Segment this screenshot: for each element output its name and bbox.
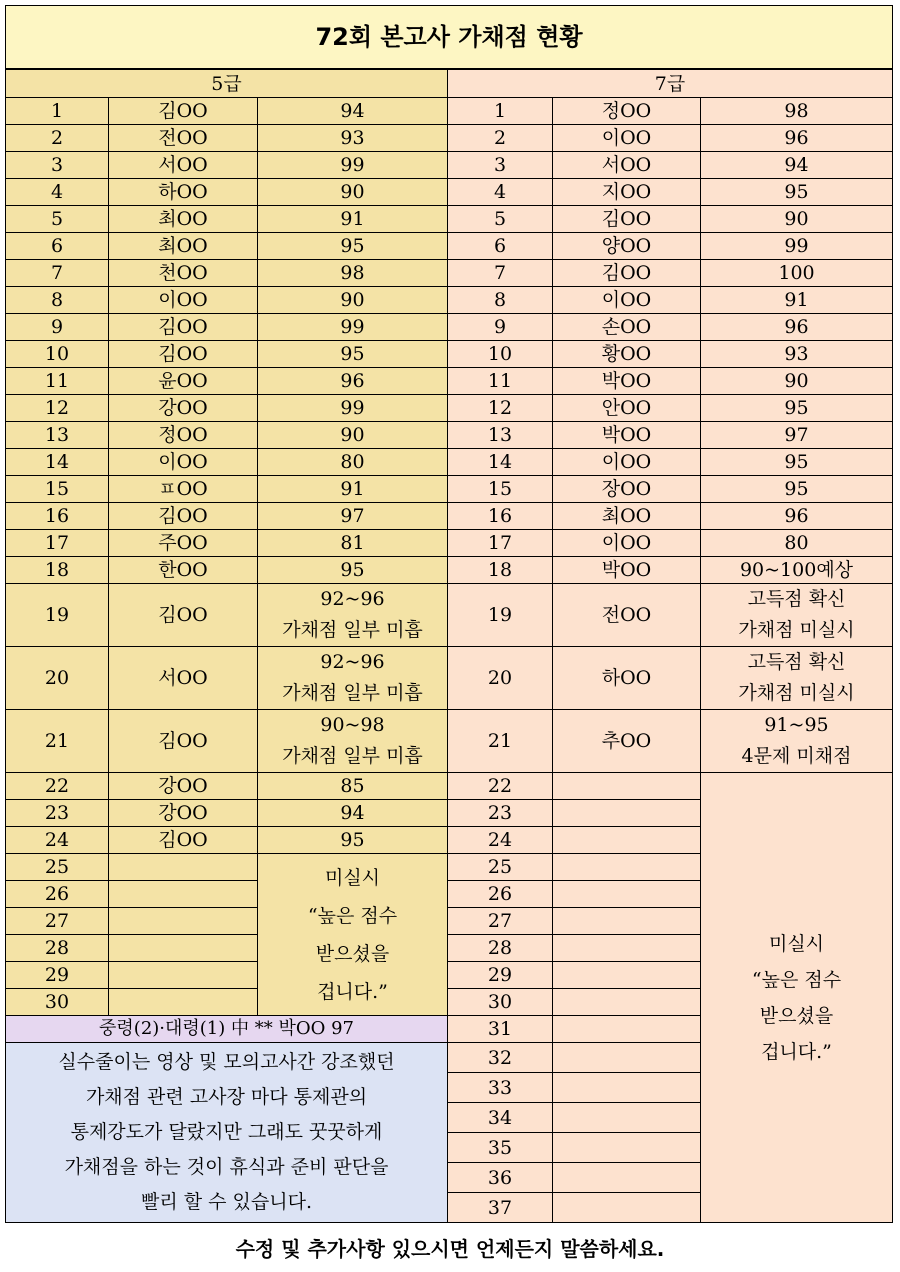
grade5-rank: 24 (6, 827, 109, 854)
grade5-name: 강OO (109, 395, 258, 422)
grade7-rank: 5 (448, 206, 553, 233)
grade5-rank: 2 (6, 125, 109, 152)
grade5-rank: 20 (6, 647, 109, 710)
grade7-name: 이OO (553, 287, 701, 314)
text-line: 미실시 (768, 932, 825, 955)
text-line: 통제강도가 달랐지만 그래도 꿋꿋하게 (70, 1121, 383, 1143)
grade7-score: 95 (701, 179, 893, 206)
grade5-rank: 4 (6, 179, 109, 206)
grade7-rank: 8 (448, 287, 553, 314)
text-line: 겁니다.” (317, 980, 388, 1003)
grade7-name (553, 854, 701, 881)
grade7-name (553, 962, 701, 989)
grade7-name (553, 1163, 701, 1193)
grade7-score: 80 (701, 530, 893, 557)
grade7-rank: 15 (448, 476, 553, 503)
table-row (6, 557, 893, 584)
table-row (6, 476, 893, 503)
grade5-rank: 11 (6, 368, 109, 395)
grade7-rank: 19 (448, 584, 553, 647)
grade5-not-submitted-note (258, 854, 448, 1016)
grade7-name: 이OO (553, 530, 701, 557)
grade7-rank: 24 (448, 827, 553, 854)
table-row (6, 647, 893, 710)
grade5-score: 90 (258, 422, 448, 449)
text-line: 고득점 확신 (747, 651, 846, 673)
grade5-rank: 8 (6, 287, 109, 314)
grade7-rank: 7 (448, 260, 553, 287)
table-row (6, 206, 893, 233)
table-row (6, 449, 893, 476)
grade5-score: 96 (258, 368, 448, 395)
text-line: 실수줄이는 영상 및 모의고사간 강조했던 (58, 1051, 395, 1073)
grade5-rank: 25 (6, 854, 109, 881)
grade5-name: 최OO (109, 206, 258, 233)
text-line: 가채점 관련 고사장 마다 통제관의 (85, 1086, 368, 1108)
grade5-name: 이OO (109, 449, 258, 476)
grade7-rank: 16 (448, 503, 553, 530)
grade5-score-note (258, 584, 448, 647)
grade7-score: 90 (701, 368, 893, 395)
grade5-name: 김OO (109, 710, 258, 773)
grade5-score: 98 (258, 260, 448, 287)
grade7-rank: 18 (448, 557, 553, 584)
grade7-name: 정OO (553, 98, 701, 125)
grade5-score: 99 (258, 395, 448, 422)
grade5-name: 서OO (109, 647, 258, 710)
grade5-name: 김OO (109, 584, 258, 647)
grade7-name: 서OO (553, 152, 701, 179)
grade7-rank: 12 (448, 395, 553, 422)
table-row (6, 422, 893, 449)
grade7-rank: 13 (448, 422, 553, 449)
grade7-rank: 27 (448, 908, 553, 935)
grade5-name: 최OO (109, 233, 258, 260)
grade7-name (553, 1193, 701, 1223)
results-sheet (5, 5, 892, 1223)
grade7-name: 김OO (553, 206, 701, 233)
grade5-name (109, 935, 258, 962)
grade5-score: 85 (258, 773, 448, 800)
text-line: 받으셨을 (759, 1004, 834, 1027)
grade7-score: 90~100예상 (701, 557, 893, 584)
grade5-name: 이OO (109, 287, 258, 314)
grade5-name (109, 962, 258, 989)
grade5-header: 5급 (6, 69, 448, 98)
grade5-rank: 30 (6, 989, 109, 1016)
table-row (6, 233, 893, 260)
grade7-score: 96 (701, 503, 893, 530)
grade5-rank: 6 (6, 233, 109, 260)
text-line: 가채점을 하는 것이 휴식과 준비 판단을 (64, 1156, 389, 1178)
grade5-score: 99 (258, 314, 448, 341)
grade7-rank: 14 (448, 449, 553, 476)
table-row (6, 152, 893, 179)
grade7-name: 하OO (553, 647, 701, 710)
grade5-score: 95 (258, 341, 448, 368)
grade7-name (553, 1073, 701, 1103)
grade7-name (553, 827, 701, 854)
grade7-score: 98 (701, 98, 893, 125)
grade7-name: 최OO (553, 503, 701, 530)
grade7-score-note (701, 584, 893, 647)
grade7-name (553, 773, 701, 800)
grade7-name: 전OO (553, 584, 701, 647)
grade7-name: 추OO (553, 710, 701, 773)
grade5-rank: 9 (6, 314, 109, 341)
grade5-score: 90 (258, 287, 448, 314)
grade5-score: 97 (258, 503, 448, 530)
grade7-rank: 36 (448, 1163, 553, 1193)
grade7-rank: 2 (448, 125, 553, 152)
table-row (6, 530, 893, 557)
footer-note: 수정 및 추가사항 있으시면 언제든지 말씀하세요. (235, 1237, 665, 1261)
grade7-rank: 22 (448, 773, 553, 800)
grade7-rank: 11 (448, 368, 553, 395)
grade5-name: 김OO (109, 98, 258, 125)
table-row (6, 503, 893, 530)
grade7-score: 99 (701, 233, 893, 260)
grade5-rank: 3 (6, 152, 109, 179)
grade7-name (553, 935, 701, 962)
grade7-score: 94 (701, 152, 893, 179)
grade5-rank: 15 (6, 476, 109, 503)
page-title: 72회 본고사 가채점 현황 (6, 6, 893, 70)
grade5-score: 95 (258, 233, 448, 260)
grade5-rank: 17 (6, 530, 109, 557)
grade7-score: 91 (701, 287, 893, 314)
grade7-rank: 30 (448, 989, 553, 1016)
text-line: 가채점 미실시 (738, 619, 855, 641)
grade5-name (109, 854, 258, 881)
grade7-score-note (701, 710, 893, 773)
grade7-score: 90 (701, 206, 893, 233)
table-row (6, 98, 893, 125)
grade7-name (553, 881, 701, 908)
text-line: “높은 점수 (751, 968, 842, 991)
text-line: 고득점 확신 (747, 588, 846, 610)
table-row (6, 287, 893, 314)
grade7-name (553, 989, 701, 1016)
grade5-rank: 26 (6, 881, 109, 908)
grade7-rank: 4 (448, 179, 553, 206)
grade5-rank: 12 (6, 395, 109, 422)
grade5-rank: 18 (6, 557, 109, 584)
grade7-score: 100 (701, 260, 893, 287)
grade5-rank: 21 (6, 710, 109, 773)
table-row (6, 395, 893, 422)
grade5-name: 김OO (109, 827, 258, 854)
grade7-rank: 21 (448, 710, 553, 773)
text-line: 가채점 일부 미흡 (282, 745, 423, 767)
grade7-rank: 3 (448, 152, 553, 179)
grade7-score: 96 (701, 314, 893, 341)
grade7-name (553, 908, 701, 935)
grade5-score: 95 (258, 557, 448, 584)
grade5-name: ㅍOO (109, 476, 258, 503)
grade5-score: 93 (258, 125, 448, 152)
table-row (6, 179, 893, 206)
grade5-rank: 22 (6, 773, 109, 800)
grade7-score: 95 (701, 449, 893, 476)
text-line: 90~98 (320, 714, 385, 736)
text-line: “높은 점수 (307, 904, 398, 927)
grade5-name: 하OO (109, 179, 258, 206)
grade5-rank: 10 (6, 341, 109, 368)
grade5-name (109, 881, 258, 908)
grade7-name: 지OO (553, 179, 701, 206)
table-row (6, 368, 893, 395)
grade5-score: 94 (258, 800, 448, 827)
grade5-score: 80 (258, 449, 448, 476)
grade7-score-note (701, 647, 893, 710)
grade7-rank: 35 (448, 1133, 553, 1163)
grade5-name: 김OO (109, 341, 258, 368)
grade5-name: 정OO (109, 422, 258, 449)
grade5-name: 주OO (109, 530, 258, 557)
grade5-rank: 16 (6, 503, 109, 530)
grade7-rank: 29 (448, 962, 553, 989)
table-row (6, 584, 893, 647)
grade7-score: 95 (701, 395, 893, 422)
grade7-name (553, 1103, 701, 1133)
grade5-rank: 27 (6, 908, 109, 935)
grade7-rank: 23 (448, 800, 553, 827)
grade5-rank: 7 (6, 260, 109, 287)
grade5-name: 한OO (109, 557, 258, 584)
grade5-rank: 28 (6, 935, 109, 962)
grade5-score: 99 (258, 152, 448, 179)
grade7-rank: 26 (448, 881, 553, 908)
table-row (6, 260, 893, 287)
grade7-name: 양OO (553, 233, 701, 260)
grade7-name: 이OO (553, 449, 701, 476)
grade7-rank: 20 (448, 647, 553, 710)
grade7-score: 95 (701, 476, 893, 503)
grade7-name: 박OO (553, 557, 701, 584)
table-row (6, 341, 893, 368)
grade5-score: 95 (258, 827, 448, 854)
grade7-score: 93 (701, 341, 893, 368)
grade5-score: 81 (258, 530, 448, 557)
grade7-rank: 6 (448, 233, 553, 260)
text-line: 미실시 (324, 866, 381, 889)
grade7-name: 황OO (553, 341, 701, 368)
grade5-name (109, 989, 258, 1016)
grade5-score-note (258, 647, 448, 710)
advice-message (6, 1043, 448, 1223)
grade5-rank: 13 (6, 422, 109, 449)
grade5-rank: 23 (6, 800, 109, 827)
grade7-name: 안OO (553, 395, 701, 422)
grade7-name: 장OO (553, 476, 701, 503)
table-row (6, 314, 893, 341)
grade7-rank: 37 (448, 1193, 553, 1223)
grade7-name: 박OO (553, 368, 701, 395)
grade5-name: 전OO (109, 125, 258, 152)
grade7-name (553, 1133, 701, 1163)
table-row (6, 710, 893, 773)
grade7-name: 박OO (553, 422, 701, 449)
grade5-rank: 5 (6, 206, 109, 233)
text-line: 가채점 일부 미흡 (282, 682, 423, 704)
grade7-rank: 34 (448, 1103, 553, 1133)
text-line: 92~96 (320, 651, 385, 673)
grade7-rank: 10 (448, 341, 553, 368)
text-line: 받으셨을 (315, 942, 390, 965)
officer-rank-note: 중령(2)·대령(1) 中 ** 박OO 97 (6, 1016, 448, 1043)
grade5-name: 서OO (109, 152, 258, 179)
grade5-name: 천OO (109, 260, 258, 287)
grade7-rank: 31 (448, 1016, 553, 1043)
grade5-rank: 29 (6, 962, 109, 989)
grade7-rank: 28 (448, 935, 553, 962)
grade5-score: 94 (258, 98, 448, 125)
grade7-not-submitted-note (701, 773, 893, 1223)
grade7-name (553, 1016, 701, 1043)
results-table (5, 5, 893, 1223)
grade7-rank: 25 (448, 854, 553, 881)
grade7-name (553, 800, 701, 827)
grade7-score: 97 (701, 422, 893, 449)
grade5-name: 강OO (109, 800, 258, 827)
grade5-score-note (258, 710, 448, 773)
grade7-name: 손OO (553, 314, 701, 341)
table-row (6, 125, 893, 152)
grade7-rank: 9 (448, 314, 553, 341)
grade7-rank: 1 (448, 98, 553, 125)
grade5-rank: 19 (6, 584, 109, 647)
grade7-rank: 32 (448, 1043, 553, 1073)
table-row (6, 773, 893, 800)
grade7-header: 7급 (448, 69, 893, 98)
text-line: 빨리 할 수 있습니다. (141, 1191, 312, 1213)
text-line: 92~96 (320, 588, 385, 610)
grade5-score: 91 (258, 476, 448, 503)
text-line: 91~95 (764, 714, 829, 736)
text-line: 가채점 미실시 (738, 682, 855, 704)
grade5-name: 강OO (109, 773, 258, 800)
grade7-name (553, 1043, 701, 1073)
grade5-name: 윤OO (109, 368, 258, 395)
grade7-name: 이OO (553, 125, 701, 152)
grade7-rank: 17 (448, 530, 553, 557)
grade5-rank: 1 (6, 98, 109, 125)
grade5-name: 김OO (109, 314, 258, 341)
text-line: 4문제 미채점 (741, 745, 852, 767)
grade5-score: 91 (258, 206, 448, 233)
grade5-score: 90 (258, 179, 448, 206)
grade5-rank: 14 (6, 449, 109, 476)
grade7-rank: 33 (448, 1073, 553, 1103)
text-line: 가채점 일부 미흡 (282, 619, 423, 641)
text-line: 겁니다.” (761, 1040, 832, 1063)
grade5-name (109, 908, 258, 935)
grade7-name: 김OO (553, 260, 701, 287)
grade7-score: 96 (701, 125, 893, 152)
grade5-name: 김OO (109, 503, 258, 530)
